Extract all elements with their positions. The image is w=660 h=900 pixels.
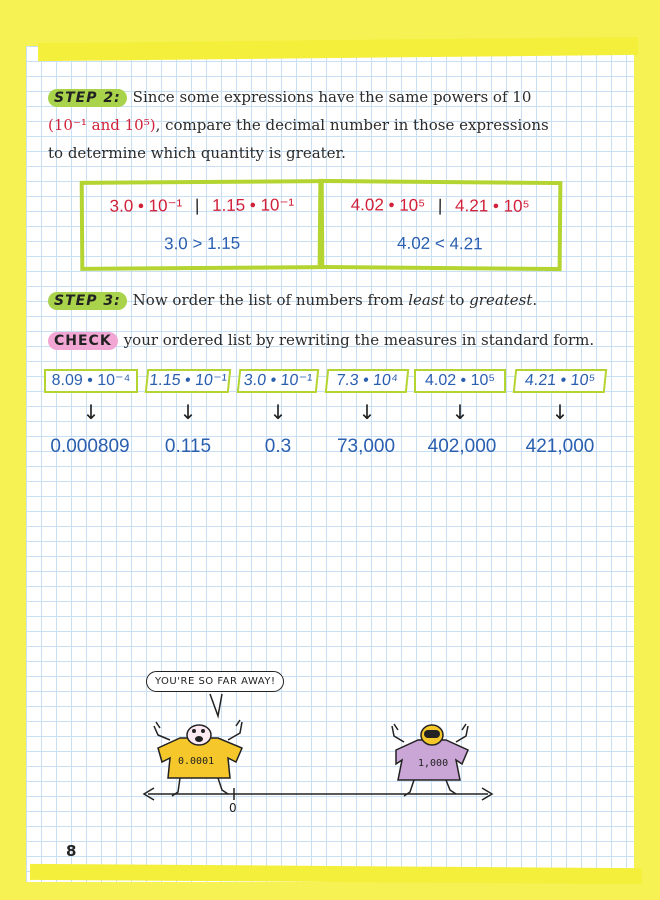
step2-text1: Since some expressions have the same powers of 10 bbox=[132, 88, 532, 106]
speech-bubble: YOU'RE SO FAR AWAY! bbox=[146, 671, 284, 692]
left-comparison-result: 3.0 > 1.15 bbox=[164, 233, 241, 254]
right-separator: | bbox=[437, 195, 443, 216]
down-arrow-icon: ↓ bbox=[551, 400, 569, 424]
ordered-item-6-sci: 4.21 • 10⁵ bbox=[513, 369, 608, 393]
step2-badge: STEP 2: bbox=[48, 89, 127, 107]
right-shirt-label: 1,000 bbox=[418, 758, 449, 769]
step3-text-c: . bbox=[532, 291, 538, 309]
down-arrow-icon: ↓ bbox=[451, 400, 469, 424]
right-comparison-result: 4.02 < 4.21 bbox=[396, 233, 483, 254]
ordered-item-3-sci: 3.0 • 10⁻¹ bbox=[237, 369, 320, 393]
ordered-item-5-std: 402,000 bbox=[427, 436, 497, 457]
step3-least: least bbox=[408, 291, 445, 309]
step3-greatest: greatest bbox=[469, 291, 533, 309]
left-expr-a: 3.0 • 10⁻¹ bbox=[109, 196, 183, 216]
zero-label: 0 bbox=[229, 801, 237, 815]
page-number: 8 bbox=[66, 842, 77, 860]
ordered-item-2-std: 0.115 bbox=[164, 436, 212, 457]
down-arrow-icon: ↓ bbox=[82, 400, 100, 424]
ordered-item-4-std: 73,000 bbox=[336, 436, 396, 457]
step3-text-a: Now order the list of numbers from bbox=[132, 291, 409, 309]
ordered-item-5-sci: 4.02 • 10⁵ bbox=[414, 369, 506, 393]
step2-line3: to determine which quantity is greater. bbox=[48, 144, 346, 162]
down-arrow-icon: ↓ bbox=[358, 400, 376, 424]
down-arrow-icon: ↓ bbox=[269, 400, 287, 424]
left-expr-b: 1.15 • 10⁻¹ bbox=[212, 195, 295, 215]
left-shirt-label: 0.0001 bbox=[178, 756, 215, 767]
check-badge: CHECK bbox=[48, 332, 118, 350]
ordered-item-6-std: 421,000 bbox=[525, 436, 595, 457]
step3-badge: STEP 3: bbox=[48, 292, 127, 310]
step3-text-b: to bbox=[444, 291, 470, 309]
down-arrow-icon: ↓ bbox=[179, 400, 197, 424]
check-text: your ordered list by rewriting the measures in standard form. bbox=[123, 331, 595, 349]
right-expr-b: 4.21 • 10⁵ bbox=[455, 196, 530, 216]
step2-red-powers: (10⁻¹ and 10⁵) bbox=[48, 116, 156, 134]
speech-bubble-tail bbox=[210, 694, 222, 716]
ordered-item-4-sci: 7.3 • 10⁴ bbox=[325, 369, 410, 393]
ordered-item-1-std: 0.000809 bbox=[50, 436, 130, 457]
ordered-item-3-std: 0.3 bbox=[264, 436, 292, 457]
left-separator: | bbox=[194, 196, 200, 216]
step2-text2: , compare the decimal number in those expressions bbox=[155, 116, 549, 134]
ordered-item-2-sci: 1.15 • 10⁻¹ bbox=[145, 369, 232, 393]
ordered-item-1-sci: 8.09 • 10⁻⁴ bbox=[44, 369, 138, 393]
right-expr-a: 4.02 • 10⁵ bbox=[350, 195, 426, 215]
